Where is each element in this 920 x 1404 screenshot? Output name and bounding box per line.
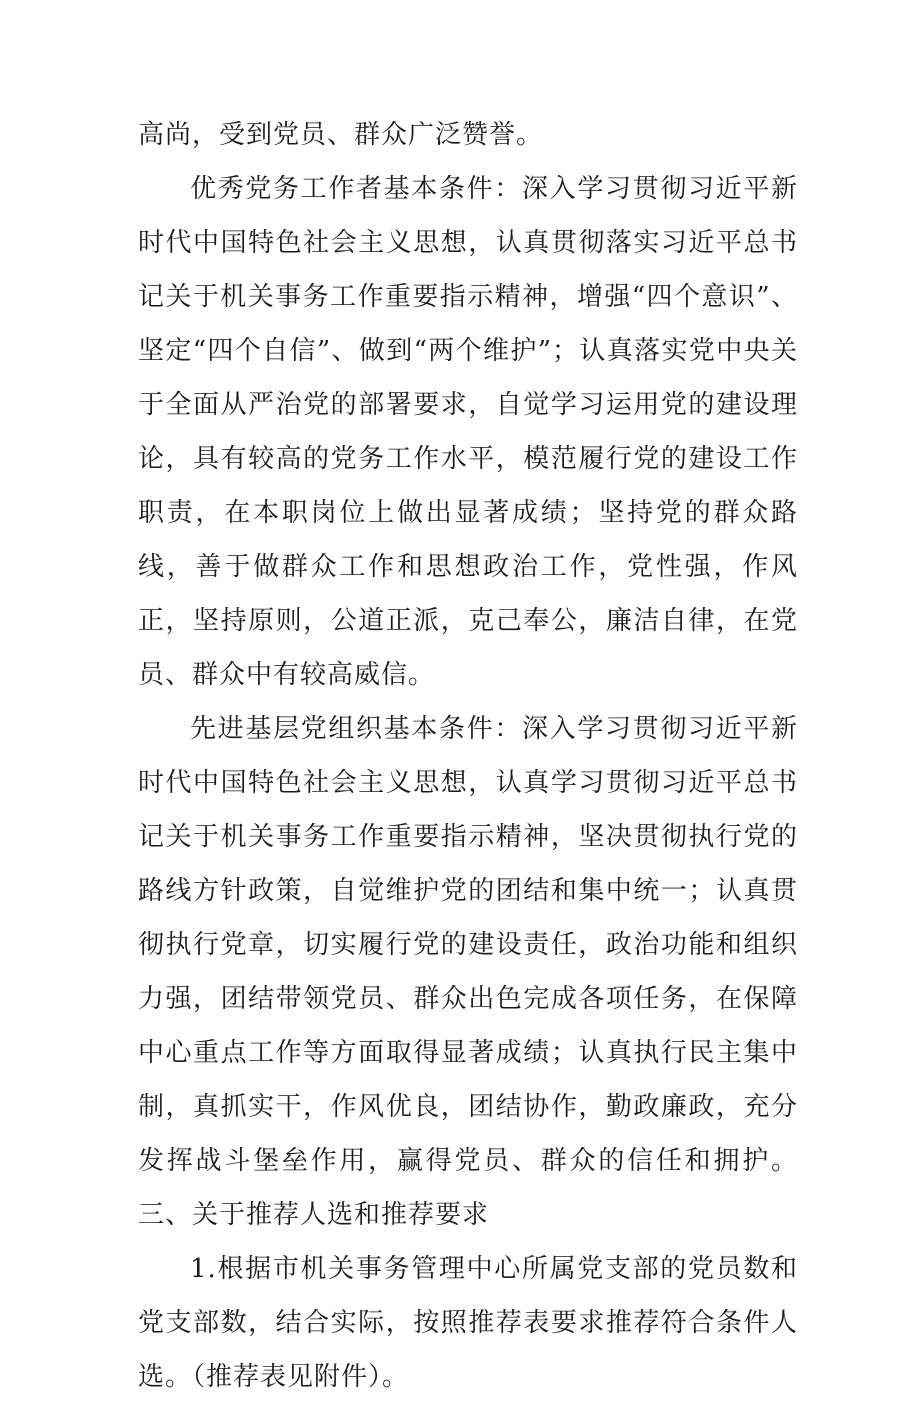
paragraph-recommendation-item-1: 1.根据市机关事务管理中心所属党支部的党员数和党支部数，结合实际，按照推荐表要求推荐符合条件人选。（推荐表见附件）。 [138, 1254, 798, 1392]
paragraph-advanced-party-organization-criteria: 先进基层党组织基本条件：深入学习贯彻习近平新时代中国特色社会主义思想，认真学习贯彻习近平总书记关于机关事务工作重要指示精神，坚决贯彻执行党的路线方针政策，自觉维护党的团结和集中统一；认真贯彻执行党章，切实履行党的建设责任，政治功能和组织力强，团结带领党员、群众出色完成各项任务，在保障中心重点工作等方面取得显著成绩；认真执行民主集中制，真抓实干，作风优良，团结协作，勤政廉政，充分发挥战斗堡垒作用，赢得党员、群众的信任和拥护。三、关于推荐人选和推荐要求 [138, 714, 798, 1230]
paragraph-outstanding-party-worker-criteria: 优秀党务工作者基本条件：深入学习贯彻习近平新时代中国特色社会主义思想，认真贯彻落实习近平总书记关于机关事务工作重要指示精神，增强“四个意识”、坚定“四个自信”、做到“两个维护”；认真落实党中央关于全面从严治党的部署要求，自觉学习运用党的建设理论，具有较高的党务工作水平，模范履行党的建设工作职责，在本职岗位上做出显著成绩；坚持党的群众路线，善于做群众工作和思想政治工作，党性强，作风正，坚持原则，公道正派，克己奉公，廉洁自律，在党员、群众中有较高威信。 [138, 174, 798, 690]
paragraph-continuation: 高尚，受到党员、群众广泛赞誉。 [138, 120, 544, 150]
document-body [138, 108, 798, 1404]
